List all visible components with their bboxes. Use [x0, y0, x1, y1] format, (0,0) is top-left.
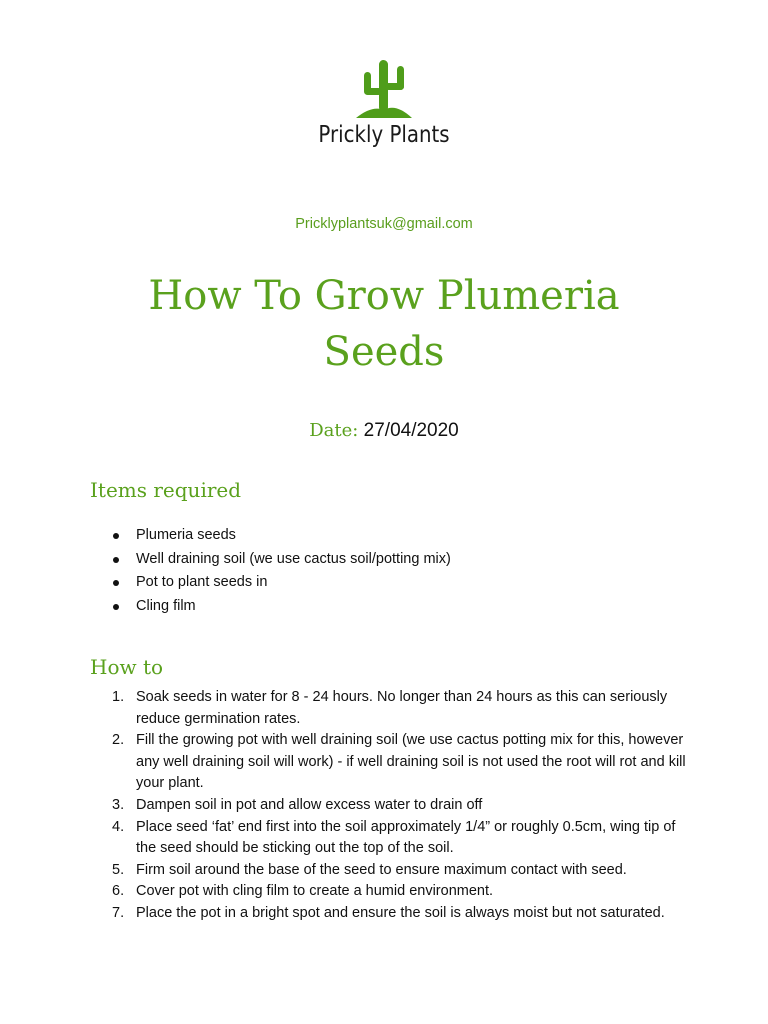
list-item-text: Plumeria seeds [136, 527, 236, 543]
how-to-heading: How to [90, 655, 164, 679]
step-text: Place seed ‘fat’ end first into the soil approximately 1/4” or roughly 0.5cm, wing tip of the seed should be sticking out the top of the soil. [136, 818, 676, 857]
step-item [90, 795, 690, 817]
brand-logo [0, 58, 768, 120]
list-item [90, 548, 451, 572]
step-number: 3. [112, 796, 125, 813]
steps-list [90, 687, 690, 925]
contact-email[interactable]: Pricklyplantsuk@gmail.com [295, 216, 473, 232]
step-number: 2. [112, 732, 125, 749]
date-label: Date: [309, 420, 359, 441]
step-text: Place the pot in a bright spot and ensure the soil is always moist but not saturated. [136, 904, 665, 921]
bullet-icon [113, 557, 119, 563]
title-line-2: Seeds [323, 329, 445, 375]
step-item [90, 881, 690, 903]
list-item-text: Cling film [136, 598, 196, 615]
title-line-1: How To Grow Plumeria [148, 273, 620, 319]
list-item-text: Well draining soil (we use cactus soil/potting mix) [136, 550, 451, 567]
step-number: 7. [112, 904, 125, 921]
brand-name: Prickly Plants [318, 122, 450, 148]
step-number: 6. [112, 883, 125, 900]
bullet-icon [113, 604, 119, 610]
items-list [90, 524, 451, 619]
bullet-icon [113, 580, 119, 586]
step-item [90, 860, 690, 882]
step-text: Fill the growing pot with well draining soil (we use cactus potting mix for this, however any well draining soil will work) - if well draining soil is not used the root will rot and kill your plant. [136, 732, 686, 792]
list-item [90, 595, 451, 619]
list-item-text: Pot to plant seeds in [136, 574, 268, 591]
items-required-heading: Items required [90, 478, 242, 502]
step-number: 1. [112, 689, 125, 705]
step-item [90, 730, 690, 795]
step-number: 5. [112, 861, 125, 878]
step-item [90, 903, 690, 925]
step-number: 4. [112, 818, 125, 835]
step-text: Firm soil around the base of the seed to ensure maximum contact with seed. [136, 861, 627, 878]
date-line [0, 420, 768, 442]
step-item [90, 817, 690, 860]
list-item [90, 571, 451, 595]
date-value: 27/04/2020 [363, 420, 459, 441]
bullet-icon [113, 533, 119, 539]
step-text: Soak seeds in water for 8 - 24 hours. No longer than 24 hours as this can seriously reduce germination rates. [136, 689, 668, 727]
list-item [90, 524, 451, 548]
page-title [0, 268, 768, 380]
step-text: Cover pot with cling film to create a humid environment. [136, 883, 494, 900]
cactus-icon [354, 58, 414, 120]
step-text: Dampen soil in pot and allow excess water to drain off [136, 796, 483, 813]
step-item [90, 687, 690, 730]
